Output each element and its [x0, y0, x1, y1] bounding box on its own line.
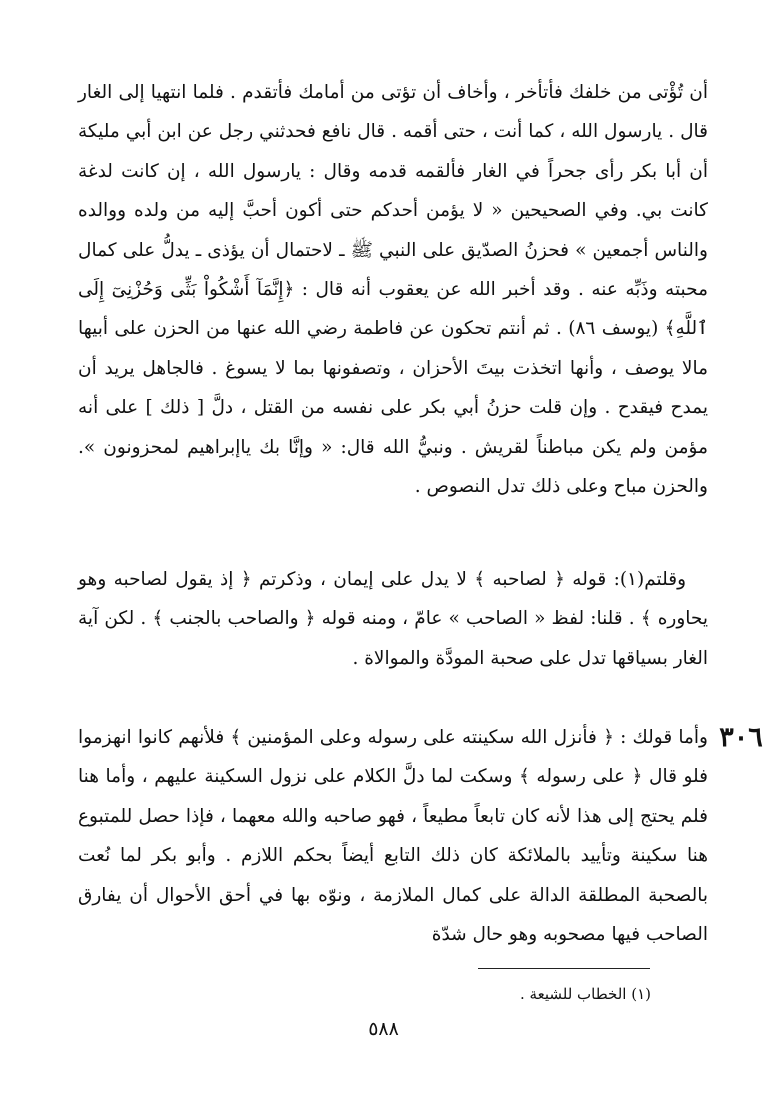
footnote: (١) الخطاب للشيعة . — [520, 985, 651, 1003]
footnote-divider — [478, 968, 650, 969]
margin-section-number: ٣٠٦ — [719, 722, 763, 753]
paragraph-cave-sorrow: أن تُؤْتى من خلفك فأتأخر ، وأخاف أن تؤتى من أمامك فأتقدم . فلما انتهيا إلى الغار قال . يارسول الله ، كما أنت ، حتى أقمه . قال نافع فحدثني رجل عن ابن أبي مليكة أن أبا بكر رأى جحراً في الغار فألقمه قدمه وقال : يارسول الله ، إن كانت لدغة كانت بي. وفي الصحيحين « لا يؤمن أحدكم حتى أكون أحبَّ إليه من ولده ووالده والناس أجمعين » فحزنُ الصدّيق على النبي ﷺ ـ لاحتمال أن يؤذى ـ يدلُّ على كمال محبته وذَبِّه عنه . وقد أخبر الله عن يعقوب أنه قال : ﴿إِنَّمَآ أَشْكُواْ بَثِّى وَحُزْنِىٓ إِلَى ٱللَّهِ﴾ (يوسف ٨٦) . ثم أنتم تحكون عن فاطمة رضي الله عنها من الحزن على أبيها مالا يوصف ، وأنها اتخذت بيتَ الأحزان ، وتصفونها بما لا يسوغ . فالجاهل يريد أن يمدح فيقدح . وإن قلت حزنُ أبي بكر على نفسه من القتل ، دلَّ [ ذلك ] على أنه مؤمن ولم يكن مباطناً لقريش . ونبيُّ الله قال: « وإنَّا بك ياإبراهيم لمحزونون ». والحزن مباح وعلى ذلك تدل النصوص . — [78, 82, 708, 498]
paragraph-companion: وقلتم(١): قوله ﴿ لصاحبه ﴾ لا يدل على إيمان ، وذكرتم ﴿ إذ يقول لصاحبه وهو يحاوره ﴾ . قلنا: لفظ « الصاحب » عامّ ، ومنه قوله ﴿ والصاحب بالجنب ﴾ . لكن آية الغار بسياقها تدل على صحبة المودَّة والموالاة . — [78, 569, 708, 669]
paragraph-tranquility: وأما قولك : ﴿ فأنزل الله سكينته على رسوله وعلى المؤمنين ﴾ فلأنهم كانوا انهزموا فلو قال ﴿ على رسوله ﴾ وسكت لما دلَّ الكلام على نزول السكينة عليهم ، وأما هنا فلم يحتج إلى هذا لأنه كان تابعاً مطيعاً ، فهو صاحبه والله معهما ، فإذا حصل للمتبوع هنا سكينة وتأييد بالملائكة كان ذلك التابع أيضاً بحكم اللازم . وأبو بكر لما نُعت بالصحبة المطلقة الدالة على كمال الملازمة ، ونوّه بها في أحق الأحوال أن يفارق الصاحب فيها مصحوبه وهو حال شدّة — [78, 727, 708, 946]
page-number: ٥٨٨ — [368, 1018, 399, 1040]
